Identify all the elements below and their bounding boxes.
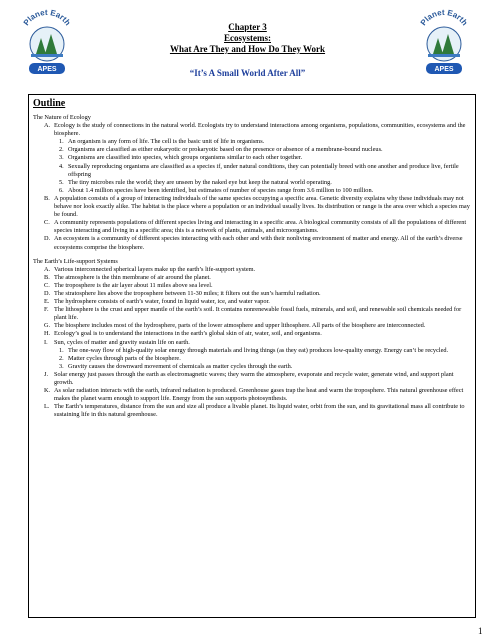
outline-item	[33, 403, 473, 419]
outline-subitem	[33, 179, 473, 187]
item-text: The biosphere includes most of the hydrosphere, parts of the lower atmosphere and upper lithosphere. All parts of the biosphere are interconnected.	[54, 322, 426, 330]
chapter-subtitle: “It’s A Small World After All”	[189, 68, 306, 78]
chapter-question: What Are They and How Do They Work	[169, 44, 326, 54]
subitem-marker: 6.	[59, 186, 64, 194]
subitem-text: Organisms are classified as either eukaryotic or prokaryotic based on the presence or absence of a membrane-bound nucleus.	[68, 146, 383, 154]
subitem-marker: 2.	[59, 146, 64, 154]
planet-earth-apes-logo-right	[415, 8, 473, 84]
item-text: An ecosystem is a community of different species interacting with each other and with their nonliving environment of matter and energy. All of the earth’s diverse ecosystems comprise the biosphere.	[54, 235, 463, 251]
svg-text:Planet Earth: Planet Earth	[418, 8, 470, 28]
outline-box	[28, 94, 476, 618]
svg-text:APES: APES	[434, 66, 454, 73]
outline-item	[33, 122, 473, 138]
item-text: A community represents populations of different species living and interacting in a specific area. A biological community consists of all the populations of different species interacting and living in a specific area; this is a network of plants, animals, and microorganisms.	[54, 219, 467, 235]
item-marker: E.	[44, 298, 50, 306]
item-marker: D.	[44, 235, 51, 243]
item-marker: F.	[44, 306, 49, 314]
item-marker: L.	[44, 403, 50, 411]
item-text: The stratosphere lies above the troposphere between 11-30 miles; it filters out the sun’s harmful radiation.	[54, 289, 321, 297]
item-text: A population consists of a group of interacting individuals of the same species occupying a specific area. Genetic diversity explains why these individuals may not behave nor look exactly alike. The habitat is the place where a population or an individual usually lives. Its distribution or range is the area over which a species may be found.	[54, 194, 470, 219]
item-text: Sun, cycles of matter and gravity sustain life on earth.	[54, 338, 190, 346]
item-marker: G.	[44, 322, 51, 330]
outline-subitem	[33, 163, 473, 179]
outline-subitem	[33, 187, 473, 195]
outline-item	[33, 282, 473, 290]
outline-item	[33, 330, 473, 338]
svg-text:Planet Earth: Planet Earth	[21, 8, 73, 28]
outline-item	[33, 266, 473, 274]
outline-content	[33, 114, 473, 419]
page-number: 1	[478, 626, 483, 636]
svg-text:APES: APES	[37, 66, 57, 73]
subitem-marker: 2.	[59, 354, 64, 362]
outline-item	[33, 387, 473, 403]
outline-item	[33, 322, 473, 330]
document-heading	[90, 22, 405, 78]
outline-item	[33, 219, 473, 235]
item-text: Solar energy just passes through the earth as electromagnetic waves; they warm the atmosphere, evaporate and recycle water, generate wind, and support plant growth.	[54, 370, 454, 386]
item-text: Ecology is the study of connections in the natural world. Ecologists try to understand interactions among organisms, populations, communities, ecosystems and the biosphere.	[54, 122, 466, 138]
outline-item	[33, 290, 473, 298]
section-title: The Earth’s Life-support Systems	[33, 257, 118, 265]
outline-item	[33, 339, 473, 347]
subitem-text: An organism is any form of life. The cell is the basic unit of life in organisms.	[68, 138, 265, 146]
planet-earth-apes-logo-left	[18, 8, 76, 84]
item-marker: J.	[44, 370, 49, 378]
outline-subitem	[33, 138, 473, 146]
item-text: Various interconnected spherical layers make up the earth’s life-support system.	[54, 265, 256, 273]
outline-item	[33, 371, 473, 387]
subitem-text: Sexually reproducing organisms are classified as a species if, under natural conditions, they can potentially breed with one another and produce live, fertile offspring	[68, 162, 459, 178]
item-marker: A.	[44, 122, 51, 130]
subitem-text: About 1.4 million species have been identified, but estimates of number of species range from 3.6 million to 100 million.	[68, 186, 374, 194]
item-marker: C.	[44, 281, 50, 289]
outline-subitem	[33, 154, 473, 162]
outline-item	[33, 306, 473, 322]
outline-subitem	[33, 347, 473, 355]
subitem-text: The one-way flow of high-quality solar energy through materials and living things (as they eat) produces low-quality energy. Energy can’t be recycled.	[68, 346, 449, 354]
subitem-text: Matter cycles through parts of the biosphere.	[68, 354, 181, 362]
item-marker: I.	[44, 338, 48, 346]
chapter-label: Chapter 3	[228, 22, 267, 32]
item-text: The hydrosphere consists of earth’s water, found in liquid water, ice, and water vapor.	[54, 298, 270, 306]
subitem-marker: 3.	[59, 154, 64, 162]
subitem-marker: 4.	[59, 162, 64, 170]
item-text: The lithosphere is the crust and upper mantle of the earth’s soil. It contains nonrenewable fossil fuels, minerals, and soil, and renewable soil chemicals needed for plant life.	[54, 306, 462, 322]
subitem-marker: 5.	[59, 178, 64, 186]
subitem-marker: 1.	[59, 138, 64, 146]
outline-subitem	[33, 146, 473, 154]
subitem-marker: 3.	[59, 362, 64, 370]
item-marker: C.	[44, 219, 50, 227]
item-marker: A.	[44, 265, 51, 273]
outline-subitem	[33, 363, 473, 371]
item-text: As solar radiation interacts with the earth, infrared radiation is produced. Greenhouse gases trap the heat and warm the troposphere. This natural greenhouse effect makes the planet warm enough to support life. Energy from the sun supports photosynthesis.	[54, 387, 464, 403]
item-text: The Earth’s temperatures, distance from the sun and size all produce a livable planet. Its liquid water, orbit from the sun, and its gravitational mass all contribute to sustaining life in this natural greenhouse.	[54, 403, 465, 419]
section-title: The Nature of Ecology	[33, 114, 91, 121]
item-marker: B.	[44, 273, 50, 281]
outline-item	[33, 298, 473, 306]
item-marker: K.	[44, 387, 51, 395]
subitem-text: Organisms are classified into species, which groups organisms similar to each other together.	[68, 154, 303, 162]
item-text: The atmosphere is the thin membrane of air around the planet.	[54, 273, 211, 281]
chapter-title: Ecosystems:	[224, 33, 271, 43]
item-marker: B.	[44, 194, 50, 202]
outline-title: Outline	[33, 98, 66, 109]
subitem-marker: 1.	[59, 346, 64, 354]
subitem-text: Gravity causes the downward movement of chemicals as matter cycles through the earth.	[68, 362, 293, 370]
item-text: Ecology’s goal is to understand the interactions in the earth’s global skin of air, water, soil, and organisms.	[54, 330, 322, 338]
item-marker: H.	[44, 330, 51, 338]
item-marker: D.	[44, 289, 51, 297]
subitem-text: The tiny microbes rule the world; they are unseen by the naked eye but keep the natural world operating.	[68, 178, 332, 186]
outline-subitem	[33, 355, 473, 363]
outline-item	[33, 235, 473, 251]
item-text: The troposphere is the air layer about 11 miles above sea level.	[54, 281, 213, 289]
outline-item	[33, 195, 473, 219]
outline-item	[33, 274, 473, 282]
